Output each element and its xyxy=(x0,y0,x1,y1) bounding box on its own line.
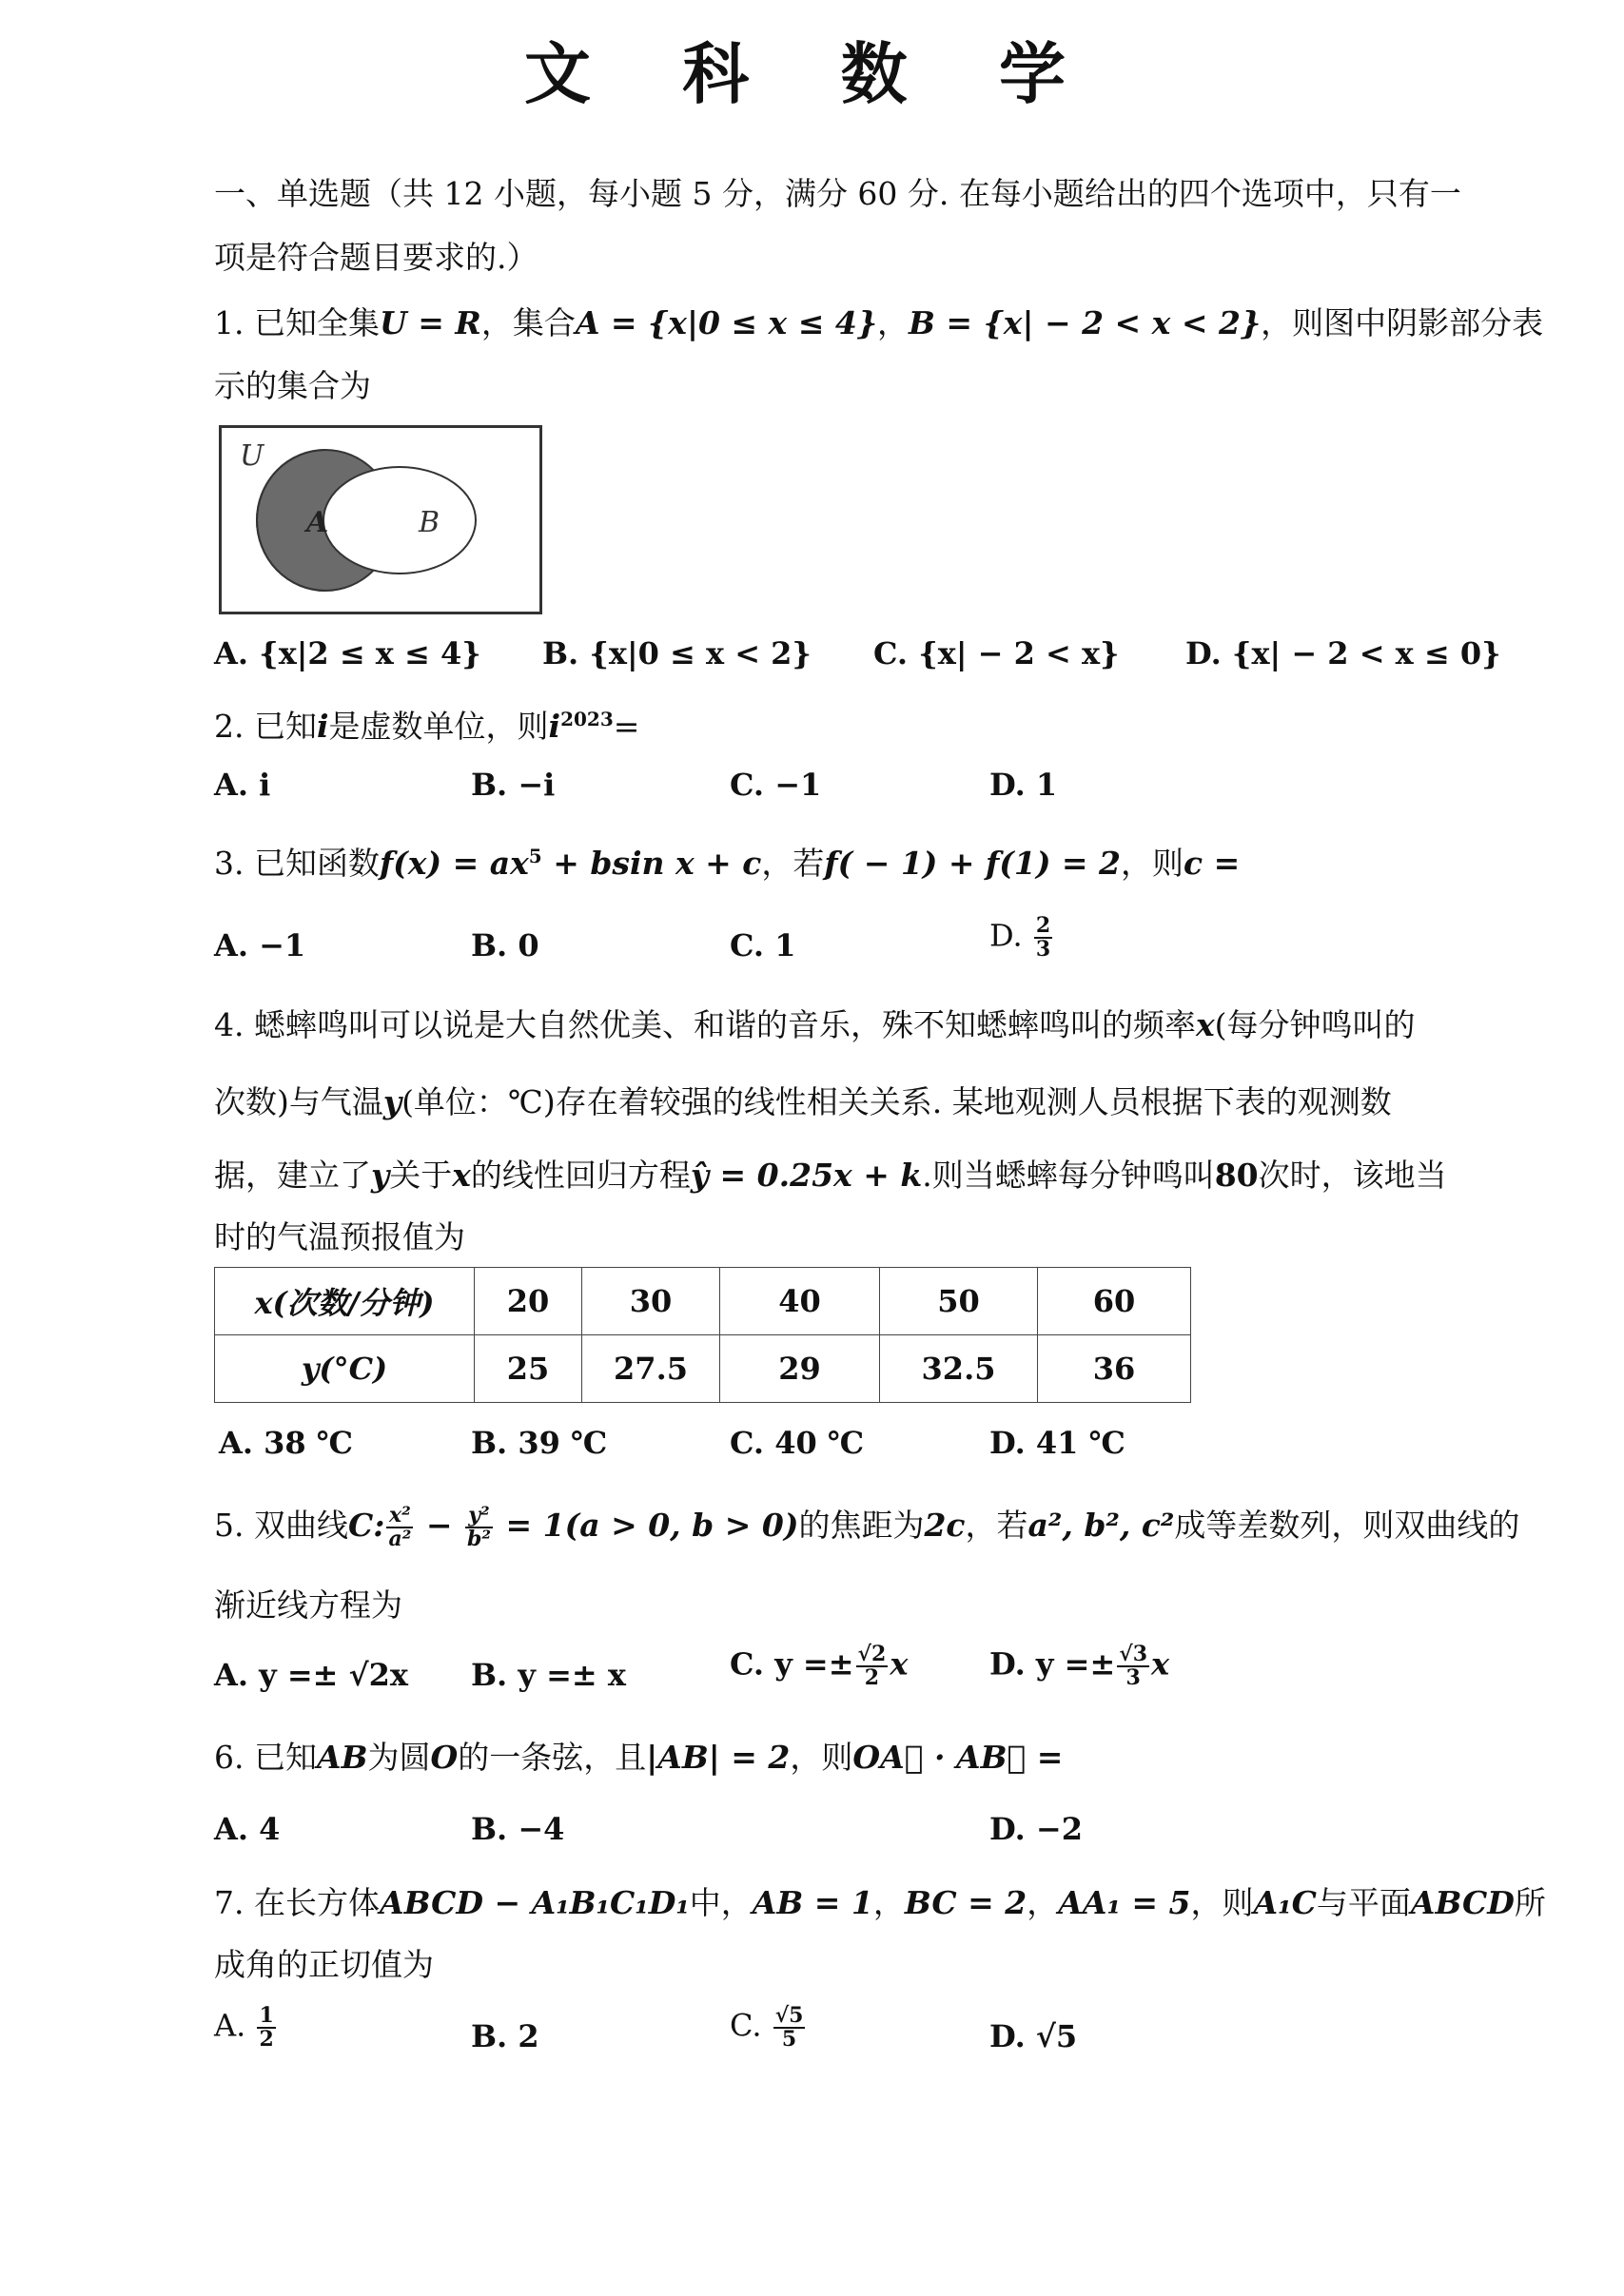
q6-mid3: ，则 xyxy=(790,1739,853,1776)
q5-c: C: xyxy=(347,1507,385,1544)
q6-mid2: 的一条弦，且 xyxy=(458,1739,647,1776)
q2-post: = xyxy=(613,708,640,745)
q7-mid2: ，则 xyxy=(1190,1884,1254,1921)
table-cell: 20 xyxy=(475,1268,582,1335)
q4-stem-line1 xyxy=(214,1001,1416,1045)
q5-optd-d: 3 xyxy=(1125,1665,1141,1691)
q2-option-c[interactable]: C. −1 xyxy=(730,767,822,803)
q4-l2y: y xyxy=(382,1083,402,1120)
q3-optd-num: 2 xyxy=(1035,913,1051,938)
q3-mid2: ，则 xyxy=(1121,845,1184,882)
q5-pre: 5. 双曲线 xyxy=(214,1507,348,1544)
table-cell: 29 xyxy=(720,1335,880,1403)
q3-optd-den: 3 xyxy=(1035,937,1051,963)
q7-option-d[interactable]: D. √5 xyxy=(989,2018,1078,2054)
q7-solid: ABCD − A₁B₁C₁D₁ xyxy=(379,1884,690,1921)
q7-opta-n: 1 xyxy=(259,2003,274,2028)
q7-optc-frac xyxy=(773,2005,806,2051)
q4-stem-line3 xyxy=(214,1151,1447,1196)
q1-option-a[interactable]: A. {x|2 ≤ x ≤ 4} xyxy=(214,635,481,671)
q5-seq: a², b², c² xyxy=(1027,1507,1175,1544)
q4-stem-line2 xyxy=(214,1078,1392,1122)
q2-stem xyxy=(214,702,639,747)
q7-optc-d: 5 xyxy=(781,2027,797,2053)
q4-l3e: 次时，该地当 xyxy=(1258,1157,1447,1194)
q6-mid: 为圆 xyxy=(367,1739,431,1776)
q4-option-c[interactable]: C. 40 ℃ xyxy=(730,1425,865,1461)
q2-exp: 2023 xyxy=(560,708,614,730)
q4-option-b[interactable]: B. 39 ℃ xyxy=(471,1425,608,1461)
table-head-y xyxy=(215,1335,475,1403)
q5-frac-y xyxy=(465,1502,493,1551)
q1-stem-line1 xyxy=(214,299,1543,343)
page-title: 文 科 数 学 xyxy=(523,35,1101,113)
q5-fx-n: x² xyxy=(386,1505,413,1528)
q7-option-b[interactable]: B. 2 xyxy=(471,2018,539,2054)
q6-ab: AB xyxy=(316,1739,368,1776)
q5-stem-line2: 渐近线方程为 xyxy=(214,1586,402,1624)
q3-func: f(x) = ax xyxy=(379,845,529,882)
q6-option-a[interactable]: A. 4 xyxy=(214,1811,281,1847)
q3-stem xyxy=(214,839,1240,884)
q7-opta-label: A. xyxy=(214,2007,246,2044)
q3-exp: 5 xyxy=(528,845,542,867)
q1-set-u: U = R xyxy=(379,304,481,341)
table-head-x xyxy=(215,1268,475,1335)
q7-sep2: ， xyxy=(1027,1884,1059,1921)
q5-post: 成等差数列，则双曲线的 xyxy=(1174,1507,1520,1544)
q4-l1x: x xyxy=(1195,1006,1215,1043)
q4-l3eq: ŷ = 0.25x + k xyxy=(690,1157,923,1194)
q5-stem-line1 xyxy=(214,1501,1519,1550)
q4-l3x: x xyxy=(452,1157,471,1194)
table-cell: 60 xyxy=(1038,1268,1191,1335)
q6-option-b[interactable]: B. −4 xyxy=(471,1811,565,1847)
q1-set-b: B = {x| − 2 < x < 2} xyxy=(909,304,1262,341)
q5-2c: 2c xyxy=(924,1507,966,1544)
table-cell: 50 xyxy=(880,1268,1038,1335)
q3-mid: ，若 xyxy=(761,845,825,882)
q7-sep1: ， xyxy=(872,1884,905,1921)
q4-l3y: y xyxy=(371,1157,390,1194)
q5-optc-d: 2 xyxy=(864,1665,880,1691)
q5-optd-frac xyxy=(1117,1644,1149,1689)
q3-option-b[interactable]: B. 0 xyxy=(471,927,539,963)
q2-mid: 是虚数单位，则 xyxy=(328,708,549,745)
section-heading-line2: 项是符合题目要求的.） xyxy=(214,239,538,276)
q1-pre: 1. 已知全集 xyxy=(214,304,380,341)
section-heading-line1: 一、单选题（共 12 小题，每小题 5 分，满分 60 分. 在每小题给出的四个选项中，只有一 xyxy=(214,175,1461,212)
q1-option-c[interactable]: C. {x| − 2 < x} xyxy=(873,635,1120,671)
q3-cond: f( − 1) + f(1) = 2 xyxy=(824,845,1122,882)
venn-set-b xyxy=(323,467,476,574)
q5-optc-pre: C. y =± xyxy=(730,1645,854,1683)
table-cell: 32.5 xyxy=(880,1335,1038,1403)
q2-i: i xyxy=(316,708,329,745)
table-cell: 30 xyxy=(582,1268,720,1335)
q4-l1a: 4. 蟋蟀鸣叫可以说是大自然优美、和谐的音乐，殊不知蟋蟀鸣叫的频率 xyxy=(214,1006,1196,1043)
q3-func2: + bsin x + c xyxy=(541,845,762,882)
q3-pre: 3. 已知函数 xyxy=(214,845,380,882)
q5-option-a[interactable]: A. y =± √2x xyxy=(214,1657,408,1693)
q4-l2b: (单位：℃)存在着较强的线性相关关系. 某地观测人员根据下表的观测数 xyxy=(401,1083,1392,1120)
q5-optd-post: x xyxy=(1151,1645,1170,1683)
q5-option-c[interactable] xyxy=(730,1644,908,1689)
q6-stem xyxy=(214,1733,1063,1778)
q2-option-a[interactable]: A. i xyxy=(214,767,271,803)
q6-len: |AB| = 2 xyxy=(646,1739,791,1776)
table-cell: 27.5 xyxy=(582,1335,720,1403)
table-row-x xyxy=(215,1268,1191,1335)
q2-base: i xyxy=(548,708,561,745)
q5-fx-d: a² xyxy=(388,1527,412,1551)
q1-mid1: ，集合 xyxy=(480,304,576,341)
table-cell: 25 xyxy=(475,1335,582,1403)
q4-l3b: 关于 xyxy=(389,1157,453,1194)
q2-pre: 2. 已知 xyxy=(214,708,317,745)
q3-ask: c = xyxy=(1184,845,1241,882)
q7-pre: 7. 在长方体 xyxy=(214,1884,380,1921)
q4-l2a: 次数)与气温 xyxy=(214,1083,383,1120)
q3-option-a[interactable]: A. −1 xyxy=(214,927,306,963)
q7-stem-line1 xyxy=(214,1878,1546,1923)
q5-optc-frac xyxy=(856,1644,889,1689)
q2-option-d[interactable]: D. 1 xyxy=(989,767,1058,803)
q5-optd-pre: D. y =± xyxy=(989,1645,1116,1683)
table-row-y xyxy=(215,1335,1191,1403)
q4-l1b: (每分钟鸣叫的 xyxy=(1214,1006,1416,1043)
q7-opta-d: 2 xyxy=(259,2027,274,2053)
q7-e2: BC = 2 xyxy=(904,1884,1027,1921)
q7-mid: 中， xyxy=(689,1884,753,1921)
q5-minus: − xyxy=(415,1507,463,1544)
q7-stem-line2: 成角的正切值为 xyxy=(214,1946,434,1983)
q4-option-a[interactable]: A. 38 ℃ xyxy=(219,1425,354,1461)
q5-fy-d: b² xyxy=(466,1527,491,1551)
q1-stem-line2: 示的集合为 xyxy=(214,367,371,404)
table-cell: 36 xyxy=(1038,1335,1191,1403)
q7-post: 所 xyxy=(1514,1884,1546,1921)
q5-optd-n: √3 xyxy=(1119,1642,1148,1666)
q7-plane: ABCD xyxy=(1410,1884,1515,1921)
q7-mid3: 与平面 xyxy=(1316,1884,1411,1921)
q7-e3: AA₁ = 5 xyxy=(1058,1884,1191,1921)
q4-l3a: 据，建立了 xyxy=(214,1157,371,1194)
q5-option-d[interactable] xyxy=(989,1644,1169,1689)
q7-option-c[interactable] xyxy=(730,2005,807,2051)
venn-label-u: U xyxy=(240,439,264,473)
q7-option-a[interactable] xyxy=(214,2005,278,2051)
q1-mid2: ， xyxy=(877,304,910,341)
table-cell: 40 xyxy=(720,1268,880,1335)
venn-label-b: B xyxy=(419,506,440,539)
q5-fy-n: y² xyxy=(465,1505,493,1528)
q7-opta-frac xyxy=(257,2005,275,2051)
q4-option-d[interactable]: D. 41 ℃ xyxy=(989,1425,1125,1461)
q1-set-a: A = {x|0 ≤ x ≤ 4} xyxy=(575,304,878,341)
q3-option-d[interactable] xyxy=(989,915,1054,961)
q2-option-b[interactable]: B. −i xyxy=(471,767,556,803)
q7-optc-n: √5 xyxy=(774,2003,804,2028)
q4-l3d: .则当蟋蟀每分钟鸣叫 xyxy=(922,1157,1215,1194)
q3-option-c[interactable]: C. 1 xyxy=(730,927,796,963)
q5-mid: 的焦距为 xyxy=(798,1507,925,1544)
q1-option-b[interactable]: B. {x|0 ≤ x < 2} xyxy=(542,635,812,671)
q6-o: O xyxy=(430,1739,459,1776)
q5-option-b[interactable]: B. y =± x xyxy=(471,1657,626,1693)
q1-post: ，则图中阴影部分表 xyxy=(1261,304,1544,341)
table-head-x-text: x(次数/分钟) xyxy=(254,1285,435,1321)
q5-optc-n: √2 xyxy=(857,1642,887,1666)
q7-e1: AB = 1 xyxy=(752,1884,873,1921)
table-head-y-text: y(°C) xyxy=(301,1351,388,1387)
q6-pre: 6. 已知 xyxy=(214,1739,317,1776)
observation-table xyxy=(214,1267,1191,1403)
q1-option-d[interactable]: D. {x| − 2 < x ≤ 0} xyxy=(1185,635,1501,671)
venn-diagram xyxy=(219,425,542,615)
q4-stem-line4: 时的气温预报值为 xyxy=(214,1218,465,1255)
q4-l3n: 80 xyxy=(1214,1157,1259,1194)
q5-frac-x xyxy=(386,1502,413,1551)
q5-optc-post: x xyxy=(890,1645,909,1683)
q4-l3c: 的线性回归方程 xyxy=(470,1157,691,1194)
q5-eq: = 1(a > 0, b > 0) xyxy=(495,1507,799,1544)
q6-vec: OA⃗ · AB⃗ = xyxy=(852,1739,1064,1776)
venn-label-a: A xyxy=(306,506,329,539)
q5-mid2: ，若 xyxy=(965,1507,1028,1544)
q7-optc-label: C. xyxy=(730,2007,762,2044)
q3-optd-label: D. xyxy=(989,917,1023,954)
q3-optd-fraction xyxy=(1034,915,1052,961)
q6-option-d[interactable]: D. −2 xyxy=(989,1811,1083,1847)
q7-seg: A₁C xyxy=(1253,1884,1317,1921)
